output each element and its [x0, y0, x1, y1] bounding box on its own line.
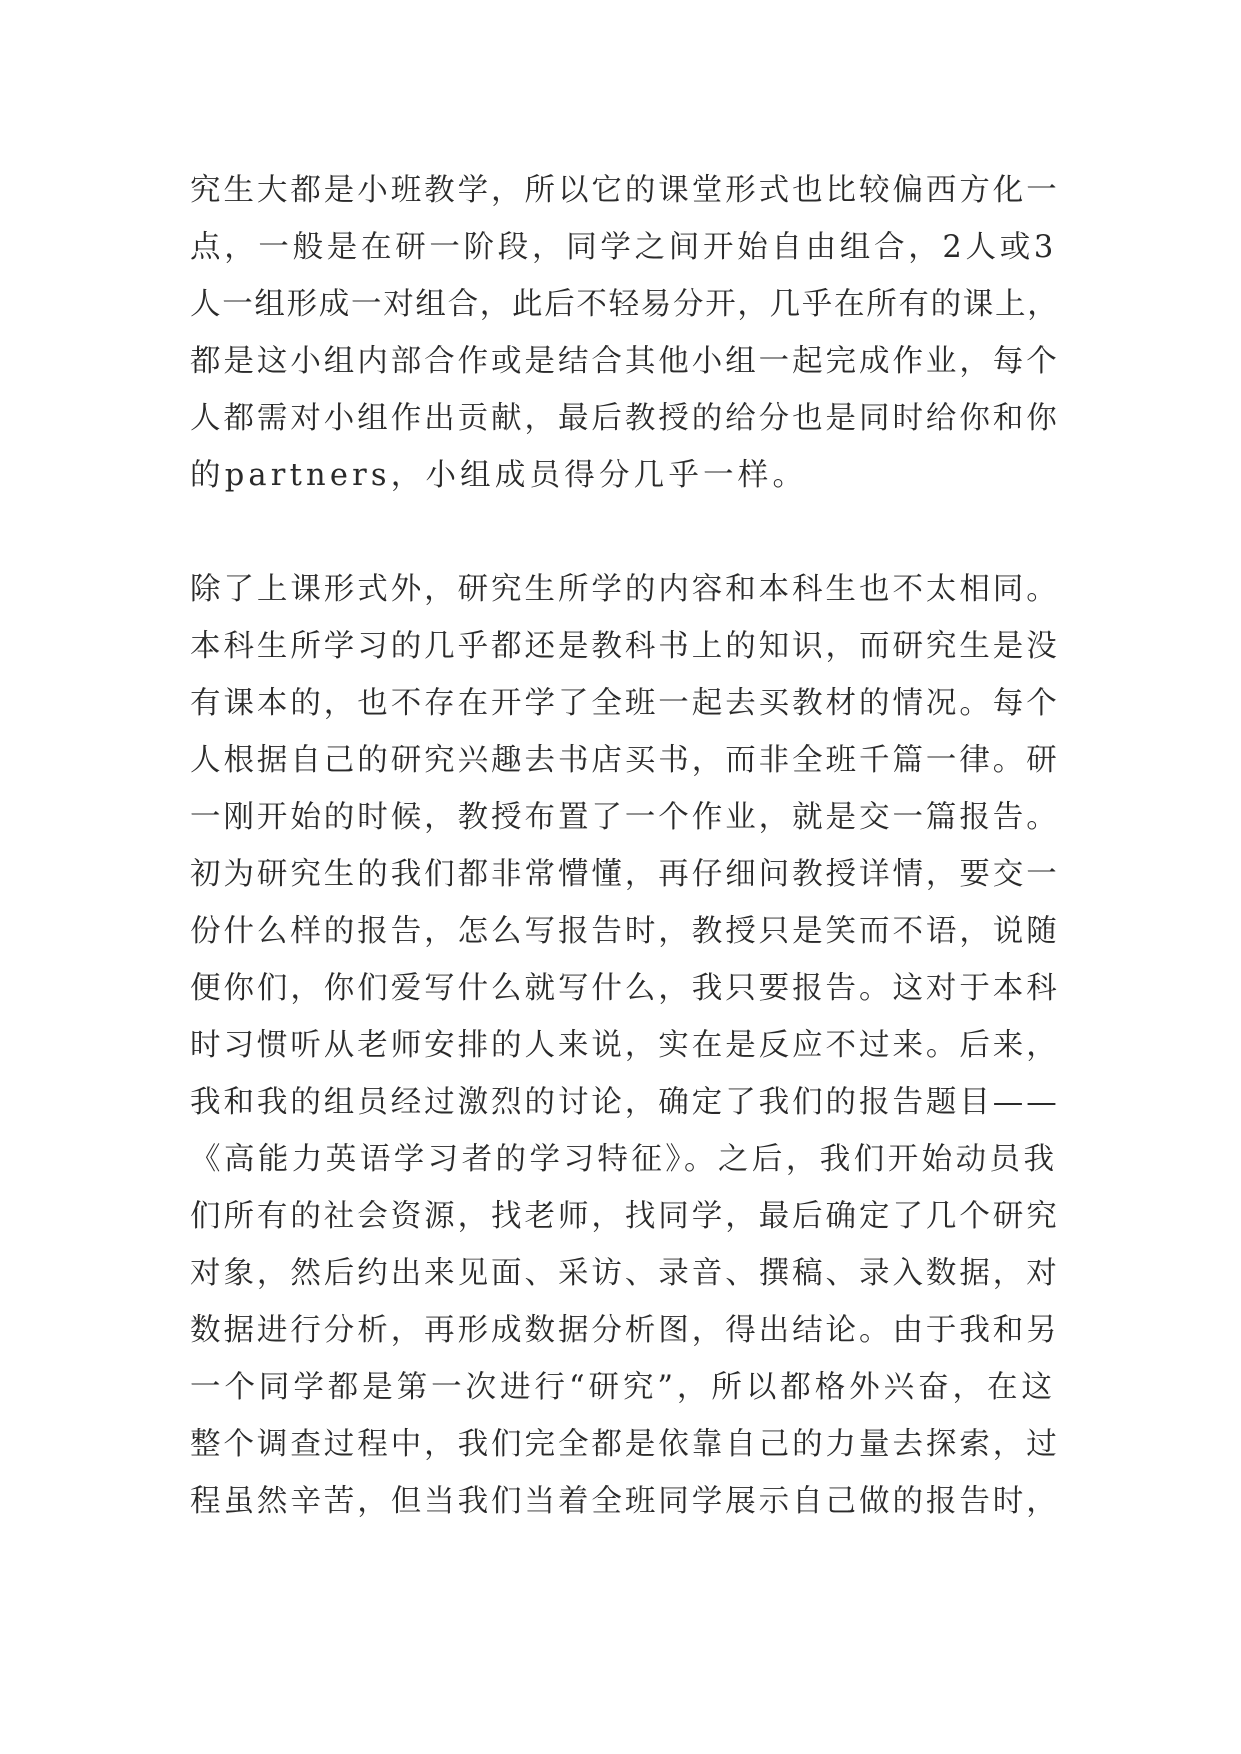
- text-line: 份什么样的报告，怎么写报告时，教授只是笑而不语，说随: [190, 914, 1060, 949]
- text-line: 们所有的社会资源，找老师，找同学，最后确定了几个研究: [190, 1199, 1060, 1234]
- text-line: 的partners，小组成员得分几乎一样。: [190, 458, 808, 493]
- text-line: 我和我的组员经过激烈的讨论，确定了我们的报告题目——: [190, 1085, 1060, 1120]
- text-line: 数据进行分析，再形成数据分析图，得出结论。由于我和另: [190, 1313, 1060, 1348]
- text-line: 人都需对小组作出贡献，最后教授的给分也是同时给你和你: [190, 401, 1060, 436]
- document-body: [190, 162, 1060, 1530]
- text-line: 初为研究生的我们都非常懵懂，再仔细问教授详情，要交一: [190, 857, 1060, 892]
- text-line: 人根据自己的研究兴趣去书店买书，而非全班千篇一律。研: [190, 743, 1060, 778]
- text-line: 整个调查过程中，我们完全都是依靠自己的力量去探索，过: [190, 1427, 1060, 1462]
- text-line: 有课本的，也不存在开学了全班一起去买教材的情况。每个: [190, 686, 1060, 721]
- text-line: 《高能力英语学习者的学习特征》。之后，我们开始动员我: [190, 1142, 1058, 1177]
- text-line: 对象，然后约出来见面、采访、录音、撰稿、录入数据，对: [190, 1256, 1060, 1291]
- text-line: 程虽然辛苦，但当我们当着全班同学展示自己做的报告时，: [190, 1484, 1060, 1519]
- paragraph-group-work: [190, 162, 1060, 504]
- text-line: 一刚开始的时候，教授布置了一个作业，就是交一篇报告。: [190, 800, 1060, 835]
- paragraph-study-content: [190, 561, 1060, 1530]
- text-line: 除了上课形式外，研究生所学的内容和本科生也不太相同。: [190, 572, 1060, 607]
- text-line: 便你们，你们爱写什么就写什么，我只要报告。这对于本科: [190, 971, 1060, 1006]
- text-line: 时习惯听从老师安排的人来说，实在是反应不过来。后来，: [190, 1028, 1060, 1063]
- text-line: 一个同学都是第一次进行“研究”，所以都格外兴奋，在这: [190, 1370, 1056, 1405]
- text-line: 点，一般是在研一阶段，同学之间开始自由组合，2人或3: [190, 230, 1058, 265]
- text-line: 都是这小组内部合作或是结合其他小组一起完成作业，每个: [190, 344, 1060, 379]
- text-line: 本科生所学习的几乎都还是教科书上的知识，而研究生是没: [190, 629, 1060, 664]
- text-line: 人一组形成一对组合，此后不轻易分开，几乎在所有的课上，: [190, 287, 1060, 322]
- text-line: 究生大都是小班教学，所以它的课堂形式也比较偏西方化一: [190, 173, 1060, 208]
